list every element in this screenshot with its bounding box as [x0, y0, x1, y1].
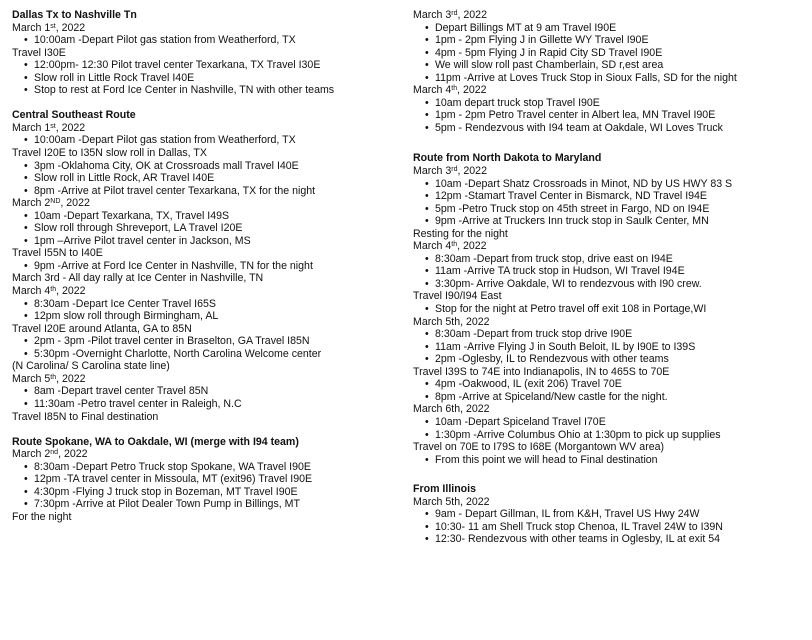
itinerary-item: • 1pm - 2pm Flying J in Gillette WY Travel I90E — [413, 34, 808, 47]
date-line — [12, 197, 407, 210]
itinerary-item: • Slow roll in Little Rock Travel I40E — [12, 72, 407, 85]
itinerary-item: • Slow roll in Little Rock, AR Travel I40E — [12, 172, 407, 185]
section-heading: Dallas Tx to Nashville Tn — [12, 9, 137, 21]
date-line — [12, 285, 407, 298]
date-year: , 2022 — [457, 240, 487, 253]
date-ordinal: th — [50, 373, 57, 381]
itinerary-item: • 11:30am -Petro travel center in Raleigh, N.C — [12, 398, 407, 411]
date-line — [12, 122, 407, 135]
itinerary-item: • 10am -Depart Spiceland Travel I70E — [413, 416, 808, 429]
itinerary-item: • 8:30am -Depart Ice Center Travel I65S — [12, 298, 407, 311]
date-year: , 2022 — [56, 372, 86, 385]
date-ordinal: rd — [451, 166, 458, 174]
itinerary-note: Travel I55N to I40E — [12, 247, 103, 260]
itinerary-item: • 9pm -Arrive at Truckers Inn truck stop in Saulk Center, MN — [413, 215, 808, 228]
itinerary-item: • 9am - Depart Gillman, IL from K&H, Travel US Hwy 24W — [413, 508, 808, 521]
itinerary-item: • Stop to rest at Ford Ice Center in Nashville, TN with other teams — [12, 84, 407, 97]
date-year: , 2022 — [55, 121, 86, 134]
itinerary-note: Travel I30E — [12, 46, 66, 59]
date-ordinal: ND — [50, 198, 61, 206]
itinerary-item: • 8pm -Arrive at Spiceland/New castle for the night. — [413, 391, 808, 404]
itinerary-item: • 2pm - 3pm -Pilot travel center in Braselton, GA Travel I85N — [12, 335, 407, 348]
itinerary-note: Travel I90/I94 East — [413, 290, 502, 303]
date-year: , 2022 — [55, 21, 86, 34]
route-section — [12, 9, 407, 97]
itinerary-item: • 4pm - 5pm Flying J in Rapid City SD Travel I90E — [413, 47, 808, 60]
itinerary-item: • 8:30am -Depart from truck stop drive I90E — [413, 328, 808, 341]
date-year: , 2022 — [457, 165, 487, 178]
route-section — [12, 109, 407, 423]
date-line — [12, 22, 407, 35]
date-text: March 3 — [413, 165, 452, 178]
date-line — [12, 448, 407, 461]
route-section — [12, 436, 407, 524]
itinerary-item: • 8:30am -Depart from truck stop, drive east on I94E — [413, 253, 808, 266]
itinerary-note: Travel I39S to 74E into Indianapolis, IN to 465S to 70E — [413, 365, 670, 378]
route-section — [413, 152, 808, 466]
date-text: March 2 — [12, 197, 51, 210]
right-column — [413, 9, 808, 546]
itinerary-note: Travel on 70E to I79S to I68E (Morgantown WV area) — [413, 441, 665, 454]
date-ordinal: st — [50, 122, 56, 130]
date-line — [413, 165, 808, 178]
itinerary-item: • 8pm -Arrive at Pilot travel center Texarkana, TX for the night — [12, 185, 407, 198]
itinerary-item: • 8am -Depart travel center Travel 85N — [12, 385, 407, 398]
itinerary-item: • 11pm -Arrive at Loves Truck Stop in Sioux Falls, SD for the night — [413, 72, 808, 85]
itinerary-item: • 10:30- 11 am Shell Truck stop Chenoa, IL Travel 24W to I39N — [413, 521, 808, 534]
itinerary-item: • 1:30pm -Arrive Columbus Ohio at 1:30pm to pick up supplies — [413, 429, 808, 442]
date-line — [413, 84, 808, 97]
date-text: March 4 — [12, 285, 51, 298]
itinerary-item: • 10:00am -Depart Pilot gas station from Weatherford, TX — [12, 34, 407, 47]
section-heading: From Illinois — [413, 483, 476, 496]
itinerary-item: • Slow roll through Shreveport, LA Travel I20E — [12, 222, 407, 235]
itinerary-item: • 4:30pm -Flying J truck stop in Bozeman, MT Travel I90E — [12, 486, 407, 499]
itinerary-item: • 12:00pm- 12:30 Pilot travel center Texarkana, TX Travel I30E — [12, 59, 407, 72]
route-section — [413, 9, 808, 134]
itinerary-item: • 11am -Arrive Flying J in South Beloit, IL by I90E to I39S — [413, 341, 808, 354]
itinerary-item: • 12pm slow roll through Birmingham, AL — [12, 310, 407, 323]
date-ordinal: th — [451, 241, 458, 249]
itinerary-note: March 6th, 2022 — [413, 403, 490, 416]
date-text: March 4 — [413, 84, 452, 97]
date-ordinal: st — [50, 22, 56, 30]
date-text: March 4 — [413, 240, 452, 253]
date-ordinal: nd — [50, 449, 59, 457]
left-column — [12, 9, 407, 523]
itinerary-item: • 9pm -Arrive at Ford Ice Center in Nashville, TN for the night — [12, 260, 407, 273]
itinerary-note: March 3rd - All day rally at Ice Center in Nashville, TN — [12, 272, 264, 285]
date-year: , 2022 — [457, 84, 487, 97]
itinerary-note: Travel I20E around Atlanta, GA to 85N — [12, 322, 192, 335]
itinerary-note: Resting for the night — [413, 227, 508, 240]
section-heading: Route from North Dakota to Maryland — [413, 152, 602, 165]
itinerary-note: For the night — [12, 510, 72, 523]
date-text: March 3 — [413, 9, 452, 21]
itinerary-item: • 1pm - 2pm Petro Travel center in Albert lea, MN Travel I90E — [413, 109, 808, 122]
itinerary-note: March 5th, 2022 — [413, 315, 490, 328]
itinerary-item: • 12pm -TA travel center in Missoula, MT (exit96) Travel I90E — [12, 473, 407, 486]
date-ordinal: rd — [451, 10, 458, 17]
itinerary-item: • Stop for the night at Petro travel off exit 108 in Portage,WI — [413, 303, 808, 316]
itinerary-item: • 12pm -Stamart Travel Center in Bismarck, ND Travel I94E — [413, 190, 808, 203]
itinerary-item: • 8:30am -Depart Petro Truck stop Spokane, WA Travel I90E — [12, 461, 407, 474]
itinerary-item: • 4pm -Oakwood, IL (exit 206) Travel 70E — [413, 378, 808, 391]
itinerary-item: • 1pm –Arrive Pilot travel center in Jackson, MS — [12, 235, 407, 248]
itinerary-item: • 10:00am -Depart Pilot gas station from Weatherford, TX — [12, 134, 407, 147]
date-year: , 2022 — [60, 197, 90, 210]
itinerary-item: • 5:30pm -Overnight Charlotte, North Carolina Welcome center — [12, 348, 407, 361]
section-heading: Route Spokane, WA to Oakdale, WI (merge with I94 team) — [12, 435, 299, 448]
date-year: , 2022 — [58, 448, 88, 461]
itinerary-item: • Depart Billings MT at 9 am Travel I90E — [413, 22, 808, 35]
itinerary-item: • 5pm -Petro Truck stop on 45th street in Fargo, ND on I94E — [413, 203, 808, 216]
itinerary-item: • 3pm -Oklahoma City, OK at Crossroads mall Travel I40E — [12, 160, 407, 173]
itinerary-item: • 10am -Depart Texarkana, TX, Travel I49S — [12, 210, 407, 223]
itinerary-item: • 12:30- Rendezvous with other teams in Oglesby, IL at exit 54 — [413, 533, 808, 546]
itinerary-note: (N Carolina/ S Carolina state line) — [12, 360, 170, 373]
itinerary-item: • 11am -Arrive TA truck stop in Hudson, WI Travel I94E — [413, 265, 808, 278]
date-ordinal: th — [50, 286, 57, 294]
date-line — [12, 373, 407, 386]
itinerary-item: • 2pm -Oglesby, IL to Rendezvous with other teams — [413, 353, 808, 366]
date-year: , 2022 — [56, 285, 86, 298]
itinerary-item: • 5pm - Rendezvous with I94 team at Oakdale, WI Loves Truck — [413, 122, 808, 135]
date-year: , 2022 — [457, 9, 487, 21]
itinerary-note: March 5th, 2022 — [413, 495, 490, 508]
date-text: March 2 — [12, 448, 51, 461]
itinerary-item: • 7:30pm -Arrive at Pilot Dealer Town Pump in Billings, MT — [12, 498, 407, 511]
date-text: March 1 — [12, 21, 51, 34]
date-line — [413, 9, 808, 22]
section-heading: Central Southeast Route — [12, 109, 136, 122]
itinerary-item: • We will slow roll past Chamberlain, SD r,est area — [413, 59, 808, 72]
date-line — [413, 240, 808, 253]
itinerary-item: • From this point we will head to Final destination — [413, 454, 808, 467]
route-section — [413, 483, 808, 546]
date-text: March 1 — [12, 121, 51, 134]
itinerary-item: • 10am -Depart Shatz Crossroads in Minot, ND by US HWY 83 S — [413, 178, 808, 191]
date-ordinal: th — [451, 85, 458, 93]
itinerary-item: • 3:30pm- Arrive Oakdale, WI to rendezvous with I90 crew. — [413, 278, 808, 291]
itinerary-note: Travel I85N to Final destination — [12, 410, 159, 423]
itinerary-item: • 10am depart truck stop Travel I90E — [413, 97, 808, 110]
date-text: March 5 — [12, 372, 51, 385]
itinerary-note: Travel I20E to I35N slow roll in Dallas, TX — [12, 147, 207, 160]
